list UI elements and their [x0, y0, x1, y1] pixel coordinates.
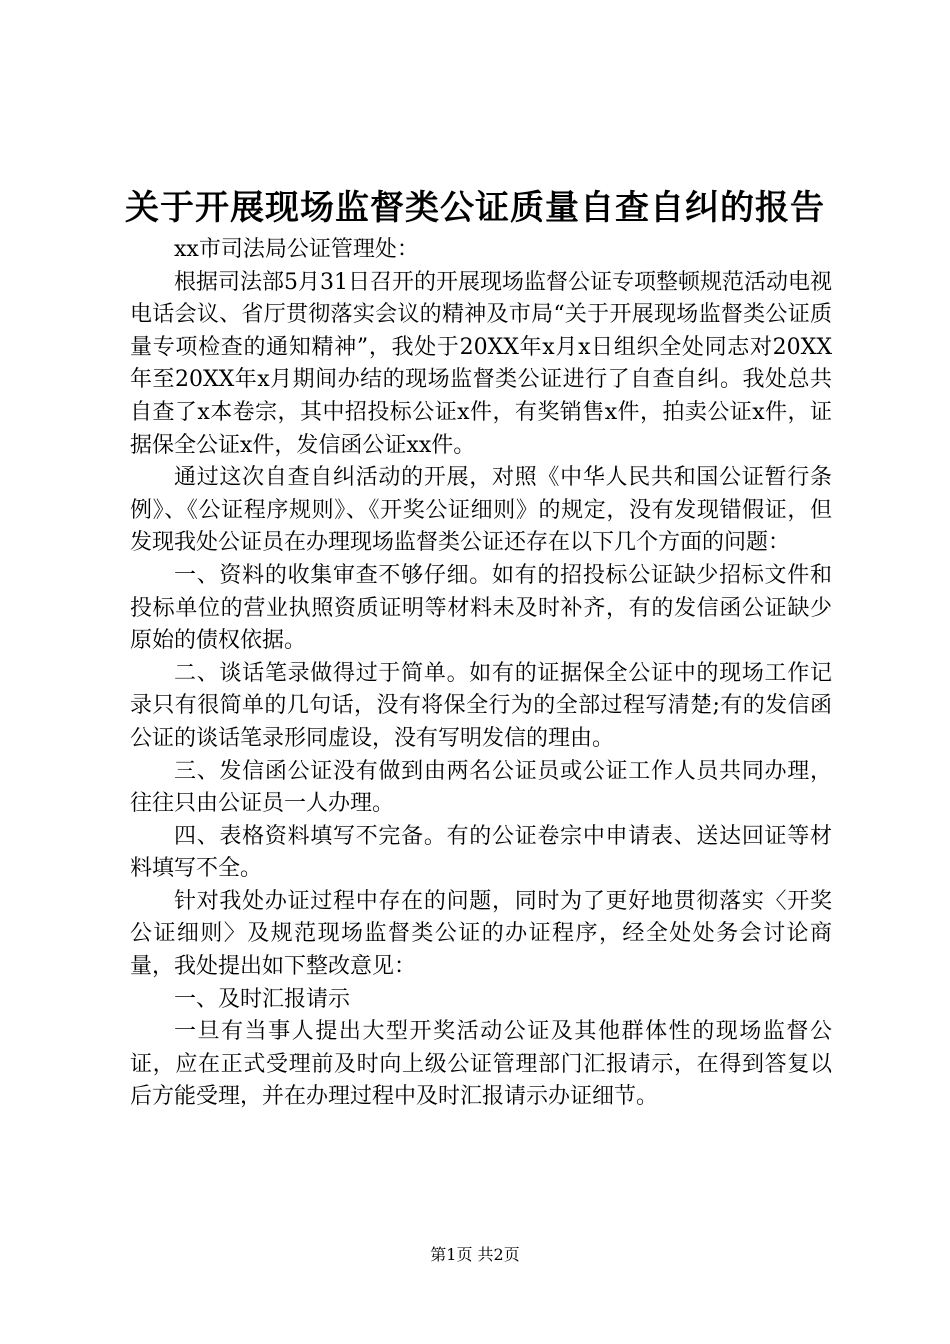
- body-paragraph: 二、谈话笔录做得过于简单。如有的证据保全公证中的现场工作记录只有很简单的几句话，没有将保全行为的全部过程写清楚;有的发信函公证的谈话笔录形同虚设，没有写明发信的理由。: [130, 660, 832, 751]
- document-body: [130, 234, 832, 1114]
- page-number-footer: 第1页 共2页: [430, 1245, 520, 1264]
- body-paragraph: 三、发信函公证没有做到由两名公证员或公证工作人员共同办理，往往只由公证员一人办理。: [130, 758, 832, 817]
- body-paragraph: 通过这次自查自纠活动的开展，对照《中华人民共和国公证暂行条例》、《公证程序规则》、《开奖公证细则》的规定，没有发现错假证，但发现我处公证员在办理现场监督类公证还存在以下几个方面的问题：: [130, 465, 832, 556]
- body-paragraph: 一、资料的收集审查不够仔细。如有的招投标公证缺少招标文件和投标单位的营业执照资质证明等材料未及时补齐，有的发信函公证缺少原始的债权依据。: [130, 562, 832, 654]
- body-paragraph: 根据司法部5月31日召开的开展现场监督公证专项整顿规范活动电视电话会议、省厅贯彻落实会议的精神及市局“关于开展现场监督类公证质量专项检查的通知精神”，我处于20XX年x月x日组织全处同志对20XX年至20XX年x月期间办结的现场监督类公证进行了自查自纠。我处总共自查了x本卷宗，其中招投标公证x件，有奖销售x件，拍卖公证x件，证据保全公证x件，发信函公证xx件。: [130, 269, 832, 458]
- salutation: xx市司法局公证管理处：: [174, 237, 419, 262]
- body-paragraph: 四、表格资料填写不完备。有的公证卷宗中申请表、送达回证等材料填写不全。: [130, 823, 832, 882]
- body-paragraph: 针对我处办证过程中存在的问题，同时为了更好地贯彻落实〈开奖公证细则〉及规范现场监督类公证的办证程序，经全处处务会讨论商量，我处提出如下整改意见：: [130, 888, 832, 980]
- document-title: 关于开展现场监督类公证质量自查自纠的报告: [125, 188, 825, 228]
- section-heading: 一、及时汇报请示: [174, 986, 351, 1012]
- body-paragraph: 一旦有当事人提出大型开奖活动公证及其他群体性的现场监督公证，应在正式受理前及时向上级公证管理部门汇报请示，在得到答复以后方能受理，并在办理过程中及时汇报请示办证细节。: [130, 1019, 832, 1110]
